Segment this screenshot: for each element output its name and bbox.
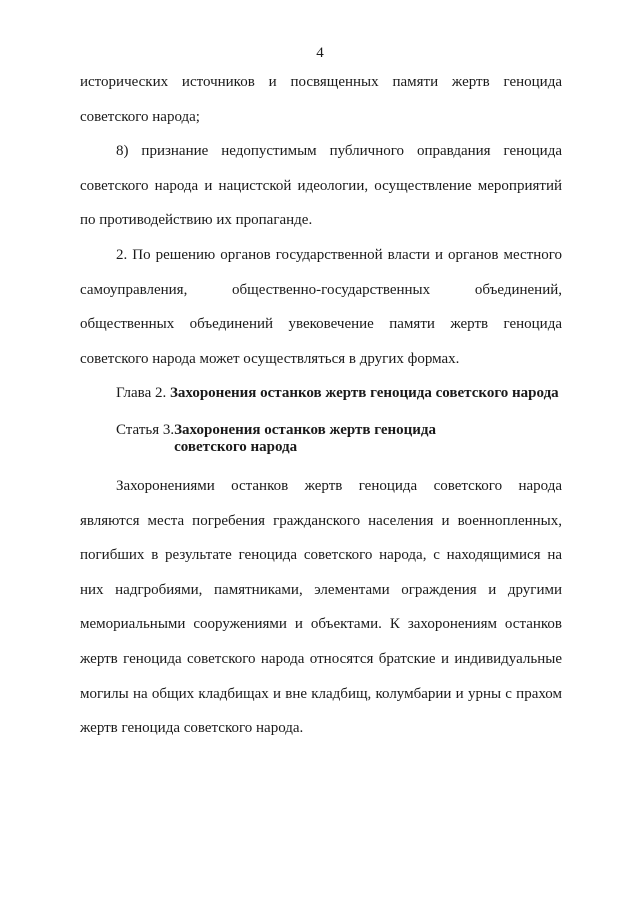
clause-2-line-2: самоуправления, общественно-государственных объединений,	[80, 281, 562, 298]
article-prefix: Статья 3.	[116, 421, 175, 438]
chapter-title: Захоронения останков жертв геноцида советского народа	[169, 385, 559, 402]
article-3-paragraph: Захоронениями останков жертв геноцида советского народа являются места погребения гражданского населения и военнопленных, погибших в результате геноцида советского народа, с находящимися на них надгробиями, памятниками, элементами ограждения и другими мемориальными сооружениями и объектами. К захоронениям останков жертв геноцида советского народа относятся братские и индивидуальные могилы на общих кладбищах и вне кладбищ, колумбарии и урны с прахом жертв геноцида советского народа.	[80, 477, 562, 737]
page-number: 4	[316, 45, 324, 61]
article-heading	[80, 422, 562, 456]
clause-2-line-1: 2. По решению органов государственной власти и органов местного	[116, 246, 562, 263]
item-8-paragraph: 8) признание недопустимым публичного оправдания геноцида советского народа и нацистской идеологии, осуществление мероприятий по противодействию их пропаганде.	[80, 143, 562, 229]
chapter-heading	[80, 376, 562, 411]
continuation-paragraph: исторических источников и посвященных памяти жертв геноцида советского народа;	[80, 74, 562, 125]
chapter-prefix: Глава 2.	[116, 385, 170, 402]
article-title-line-2: советского народа	[174, 438, 298, 455]
article-title	[174, 422, 474, 456]
article-title-line-1: Захоронения останков жертв геноцида	[174, 421, 437, 438]
clause-2-rest: общественных объединений увековечение памяти жертв геноцида советского народа может осуществляться в других формах.	[80, 316, 562, 367]
document-body	[80, 65, 562, 746]
